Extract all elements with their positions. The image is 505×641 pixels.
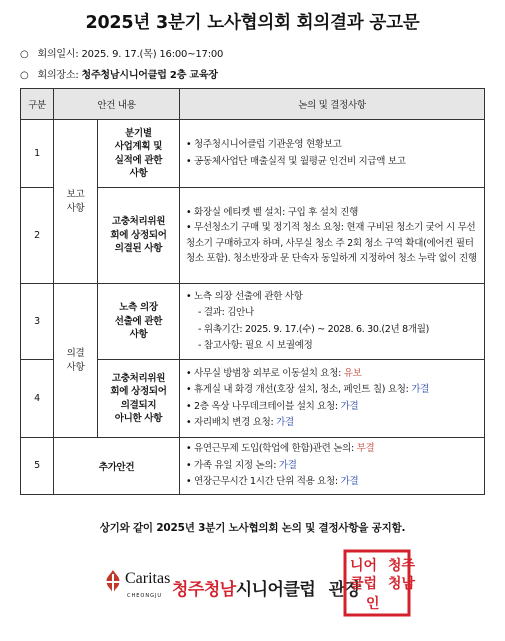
group-report: 보고 사항 [54,120,98,284]
page-title: 2025년 3분기 노사협의회 회의결과 공고문 [85,13,420,33]
row-no: 3 [21,284,54,360]
org-name-part2: 시니어클럽 [235,580,316,600]
notice-footer: 상기와 같이 2025년 3분기 노사협의회 논의 및 결정사항을 공지함. [99,522,406,534]
status-badge: 가결 [340,400,359,412]
status-badge: 가결 [276,417,294,428]
signer-role: 관장 [328,580,361,600]
list-item: • 연장근무시간 1시간 단위 적용 요청: 가결 [186,476,359,487]
row-no: 4 [21,360,54,438]
table-row [21,438,485,495]
row-topic: 고충처리위원 회에 상정되어 의결된 사항 [98,188,180,284]
place-label: 회의장소: [37,70,79,81]
caritas-logo [99,568,175,610]
list-item: • 사무실 방범창 외부로 이동설치 요청: 유보 [186,367,362,379]
list-item: • 2층 옥상 나무데크테이블 설치 요청: 가결 [186,400,359,412]
svg-text:인: 인 [366,596,380,612]
svg-text:클럽: 클럽 [350,576,378,592]
row-items [180,284,485,360]
table-row [21,120,485,188]
list-item: • 가족 유일 지정 논의: 가결 [186,459,297,471]
group-decide: 의결 사항 [54,284,98,438]
date-label: 회의일시: [37,49,79,60]
sub-item: - 위촉기간: 2025. 9. 17.(수) ~ 2028. 6. 30.(2년 8개월) [198,323,430,335]
list-item: • 무선청소기 구매 및 정기적 청소 요청: 현재 구비된 청소기 궂어 시 무선청소기 구매하고자 하며, 사무실 청소 주 2회 청소 구역 확대(에어컨 필터 청소 포함). 청소반장과 문 단속자 동일하게 지정하여 청소 누락 없이 진행 [186,222,477,264]
header-result: 논의 및 결정사항 [180,89,485,120]
status-badge: 부결 [356,443,375,454]
official-seal [342,548,416,618]
sub-item: - 참고사항: 필요 시 보궐예정 [198,340,313,351]
row-no: 2 [21,188,54,284]
table-header-row [21,89,485,120]
place-value: 청주청남시니어클럽 2층 교육장 [81,70,218,81]
status-badge: 유보 [343,367,362,379]
list-item: • 청주청시니어클럽 기관운영 현황보고 [186,139,342,150]
list-item: • 휴게실 내 화경 개선(호장 설치, 청소, 페인트 칠) 요청: 가결 [186,384,429,395]
logo-name: Caritas [125,570,171,587]
meeting-place [20,66,218,81]
list-item: • 노측 의장 선출에 관한 사항 [186,290,303,302]
meeting-date [20,45,223,60]
bullet-circle: ○ [20,70,29,81]
signer [172,575,361,600]
row-items [180,188,485,284]
row-no: 1 [21,120,54,188]
header-no: 구분 [21,89,54,120]
row-topic: 추가안건 [54,438,180,495]
row-no: 5 [21,438,54,495]
results-table [20,88,485,495]
header-agenda: 안건 내용 [54,89,180,120]
svg-text:니어: 니어 [350,558,378,574]
row-topic: 노측 의장 선출에 관한 사항 [98,284,180,360]
status-badge: 가결 [278,459,297,471]
svg-text:청남: 청남 [388,576,416,592]
list-item: • 화장실 에티켓 벨 설치: 구입 후 설치 진행 [186,206,359,218]
row-items [180,438,485,495]
bullet-circle: ○ [20,49,29,60]
sub-item: - 결과: 김안나 [198,307,254,318]
list-item: • 공동체사업단 매출실적 및 월평균 인건비 지급액 보고 [186,155,406,167]
list-item: • 자리배치 변경 요청: 가결 [186,417,294,428]
status-badge: 가결 [411,384,429,395]
row-topic: 분기별 사업계획 및 실적에 관한 사항 [98,120,180,188]
svg-text:청주: 청주 [388,558,416,574]
list-item: • 유연근무제 도입(학업에 한함)관련 논의: 부결 [186,443,375,454]
row-items [180,360,485,438]
caritas-flame-icon [99,568,127,598]
status-badge: 가결 [340,476,359,487]
date-value: 2025. 9. 17.(목) 16:00~17:00 [81,49,224,60]
logo-sub: CHEONGJU [127,593,163,599]
row-topic: 고충처리위원 회에 상정되어 의결되지 아니한 사항 [98,360,180,438]
org-name-part1: 청주청남 [172,580,236,600]
table-row [21,284,485,360]
row-items [180,120,485,188]
